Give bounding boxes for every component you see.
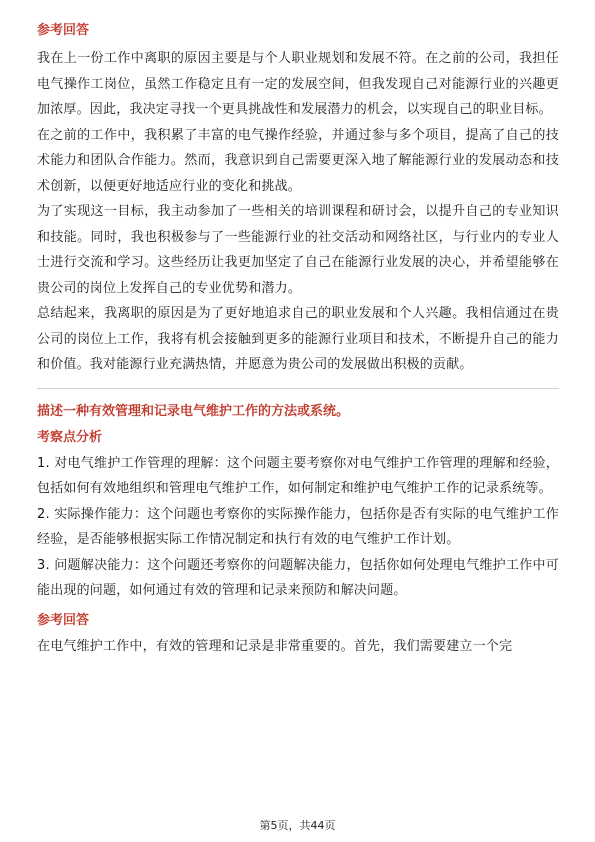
answer-paragraph: 在电气维护工作中，有效的管理和记录是非常重要的。首先，我们需要建立一个完: [37, 638, 513, 654]
analysis-label: 考察点分析: [37, 429, 103, 445]
answer-label: 参考回答: [37, 23, 90, 38]
analysis-point: 3. 问题解决能力：这个问题还考察你的问题解决能力，包括你如何处理电气维护工作中可能出现的问题，如何通过有效的管理和记录来预防和解决问题。: [37, 557, 559, 598]
spacer: [37, 604, 559, 612]
answer-paragraph: 在之前的工作中，我积累了丰富的电气操作经验，并通过参与多个项目，提高了自己的技术能力和团队合作能力。然而，我意识到自己需要更深入地了解能源行业的发展动态和技术创新，以便更好地适应行业的变化和挑战。: [37, 127, 559, 194]
page-content: [37, 22, 559, 659]
answer-paragraph: 我在上一份工作中离职的原因主要是与个人职业规划和发展不符。在之前的公司，我担任电气操作工岗位，虽然工作稳定且有一定的发展空间，但我发现自己对能源行业的兴趣更加浓厚。因此，我决定寻找一个更具挑战性和发展潜力的机会，以实现自己的职业目标。: [37, 51, 559, 117]
question-title: 描述一种有效管理和记录电气维护工作的方法或系统。: [37, 403, 350, 419]
analysis-point: 1. 对电气维护工作管理的理解：这个问题主要考察你对电气维护工作管理的理解和经验，包括如何有效地组织和管理电气维护工作，如何制定和维护电气维护工作的记录系统等。: [37, 455, 559, 496]
section-divider: [37, 388, 559, 389]
page-number: 第5页，共44页: [259, 819, 336, 832]
answer-paragraph: 总结起来，我离职的原因是为了更好地追求自己的职业发展和个人兴趣。我相信通过在贵公司的岗位上工作，我将有机会接触到更多的能源行业项目和技术，不断提升自己的能力和价值。我对能源行业充满热情，并愿意为贵公司的发展做出积极的贡献。: [37, 306, 559, 372]
analysis-point: 2. 实际操作能力：这个问题也考察你的实际操作能力，包括你是否有实际的电气维护工作经验，是否能够根据实际工作情况制定和执行有效的电气维护工作计划。: [37, 506, 559, 547]
answer-paragraph: 为了实现这一目标，我主动参加了一些相关的培训课程和研讨会，以提升自己的专业知识和技能。同时，我也积极参与了一些能源行业的社交活动和网络社区，与行业内的专业人士进行交流和学习。这些经历让我更加坚定了自己在能源行业发展的决心，并希望能够在贵公司的岗位上发挥自己的专业优势和潜力。: [37, 204, 559, 296]
answer-label: 参考回答: [37, 612, 90, 628]
